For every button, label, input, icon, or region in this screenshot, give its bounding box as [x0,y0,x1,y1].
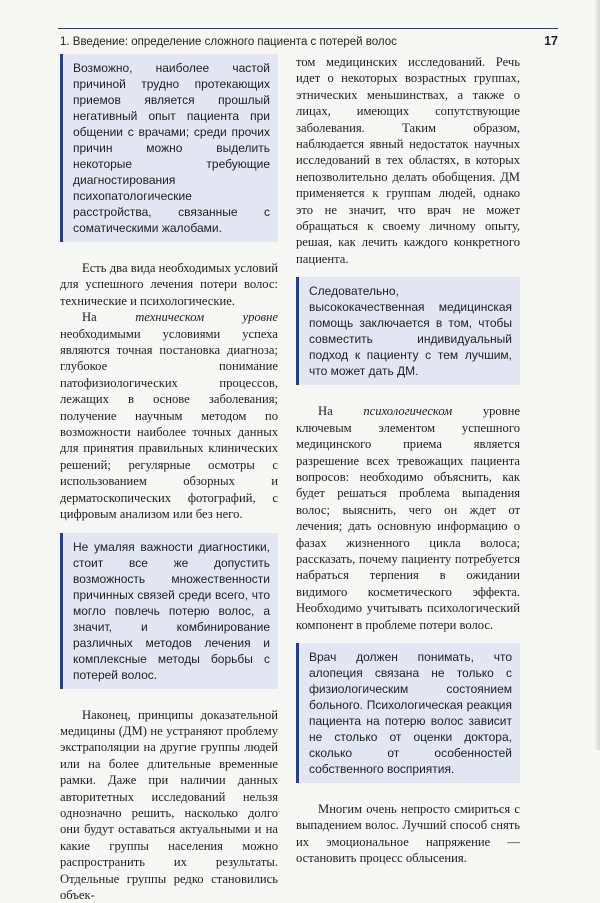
page-spine-shadow [594,0,600,750]
body-paragraph: Многим очень непросто смириться с выпадением волос. Лучший способ снять их эмоциональное напряжение — остановить процесс облысения. [296,801,520,867]
page-header [60,34,558,48]
body-paragraph: том медицинских исследований. Речь идет о некоторых возрастных группах, этнических меньшинствах, а также о лицах, имеющих сопутствующие заболевания. Таким образом, наблюдается явный недостаток научных исследований в тех областях, в которых непозволительно делать обобщения. ДМ применяется к группам людей, однако это не значит, что врач не может обращаться к своему личному опыту, решая, как лечить каждого конкретного пациента. [296,54,520,267]
emphasis: техническом уровне [135,310,278,324]
callout-box: Не умаляя важности диагностики, стоит все же допустить возможность множественности причинных связей среди всего, что могло повлечь потерю волос, а значит, и комбинирование различных методов лечения и комплексные методы борьбы с потерей волос. [60,533,278,689]
callout-box: Следовательно, высококачественная медицинская помощь заключается в том, чтобы совместить индивидуальный подход к пациенту с тем лучшим, что может дать ДМ. [296,277,520,385]
page-number: 17 [544,34,558,48]
body-paragraph: На психологическом уровне ключевым элементом успешного медицинского приема является разрешение всех тревожащих пациента вопросов: необходимо объяснить, как будет решаться проблема выпадения волос; выяснить, чего он ждет от лечения; дать основную информацию о фазах жизненного цикла волоса; рассказать, почему пациенту потребуется набраться терпения в ожидании видимого косметического эффекта. Необходимо учитывать психологический компонент в проблеме потери волос. [296,403,520,633]
chapter-title: 1. Введение: определение сложного пациента с потерей волос [60,36,397,48]
emphasis: психологическом [363,404,452,418]
body-paragraph: Есть два вида необходимых условий для успешного лечения потери волос: технические и психологические. [60,260,278,309]
callout-box: Врач должен понимать, что алопеция связана не только с физиологическим состоянием больного. Психологическая реакция пациента на потерю волос зависит не столько от оценки доктора, сколько от особенностей собственного восприятия. [296,643,520,783]
left-column [60,54,278,903]
callout-box: Возможно, наиболее частой причиной трудно протекающих приемов является прошлый негативный опыт пациента при общении с врачами; среди прочих причин можно выделить некоторые требующие диагностирования психопатологические расстройства, связанные с соматическими жалобами. [60,54,278,242]
header-rule [58,28,558,29]
body-paragraph: На техническом уровне необходимыми условиями успеха являются точная постановка диагноза; глубокое понимание патофизиологических процессов, лежащих в основе заболевания; получение научным методом по возможности наиболее точных данных для принятия правильных клинических решений; регулярные осмотры с использованием обзорных и дерматоскопических фотографий, с цифровым анализом или без него. [60,309,278,522]
right-column [296,54,520,867]
body-paragraph: Наконец, принципы доказательной медицины (ДМ) не устраняют проблему экстраполяции на другие группы людей или на более длительные временные рамки. Даже при наличии данных авторитетных исследований нельзя однозначно решить, насколько долго они будут оставаться актуальными и на какие группы населения можно распространить их результаты. Отдельные группы редко становились объек- [60,707,278,903]
